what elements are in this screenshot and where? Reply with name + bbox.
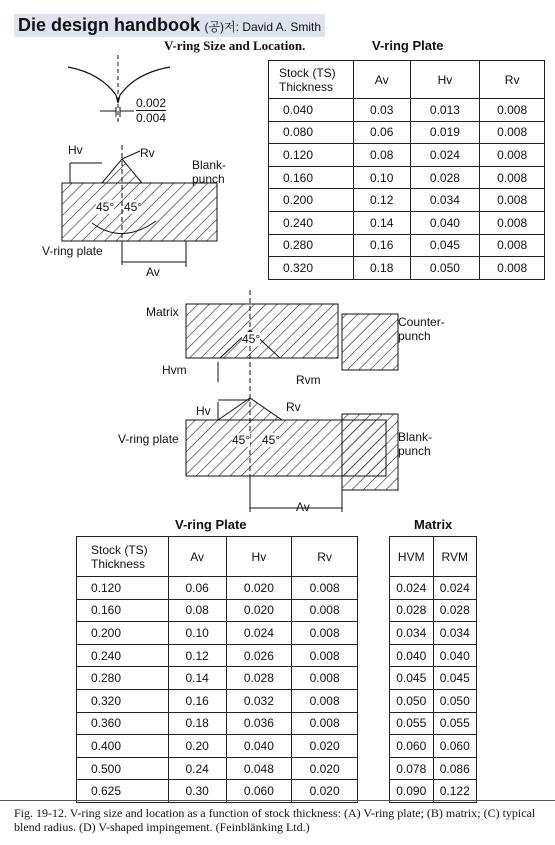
table-row — [77, 577, 358, 600]
table-cell: 0.06 — [353, 121, 410, 144]
figure-caption: Fig. 19-12. V-ring size and location as a function of stock thickness: (A) V-ring plate; (B) matrix; (C) typical blend radius. (D) V-shaped impingement. (Feinblänking Ltd.) — [14, 806, 536, 834]
matrix-label: Matrix — [146, 305, 179, 319]
blank-punch-label-a1: Blank- — [192, 158, 227, 172]
table-row — [77, 712, 358, 735]
table-cell: 0.240 — [77, 644, 169, 667]
table-row — [269, 189, 545, 212]
book-author: (공)저: David A. Smith — [204, 20, 322, 34]
table-cell: 0.122 — [433, 780, 477, 803]
table-cell: 0.008 — [292, 667, 358, 690]
table-cell: 0.160 — [269, 166, 354, 189]
table-cell: 0.008 — [480, 189, 545, 212]
table-cell: 0.10 — [353, 166, 410, 189]
table-cell: 0.14 — [168, 667, 226, 690]
vring-plate-table-bottom — [76, 536, 358, 803]
table-cell: 0.120 — [269, 144, 354, 167]
table-cell: 0.032 — [226, 689, 292, 712]
table-cell: 0.160 — [77, 599, 169, 622]
table-cell: 0.008 — [480, 257, 545, 280]
rv-label-a: Rv — [140, 146, 155, 160]
table-cell: 0.036 — [226, 712, 292, 735]
figure-heading: V-ring Size and Location. — [164, 38, 306, 53]
table-cell: 0.18 — [353, 257, 410, 280]
table-cell: 0.090 — [390, 780, 434, 803]
table-row — [77, 689, 358, 712]
table-cell: 0.500 — [77, 757, 169, 780]
table-cell: 0.020 — [292, 757, 358, 780]
angle-right-a: 45° — [124, 200, 143, 214]
matrix-diagram — [110, 290, 410, 520]
table-cell: 0.008 — [480, 211, 545, 234]
table-row — [390, 667, 477, 690]
table-cell: 0.16 — [168, 689, 226, 712]
table-cell: 0.034 — [433, 622, 477, 645]
table-cell: 0.18 — [168, 712, 226, 735]
table-row — [390, 735, 477, 758]
top-table-title: V-ring Plate — [372, 38, 444, 53]
table-cell: 0.045 — [390, 667, 434, 690]
table-cell: 0.008 — [292, 577, 358, 600]
table-row — [390, 712, 477, 735]
table-cell: 0.03 — [353, 99, 410, 122]
matrix-table — [389, 536, 477, 803]
col-rv: Rv — [480, 61, 545, 99]
hvm-label: Hvm — [162, 363, 187, 377]
table-cell: 0.320 — [77, 689, 169, 712]
table-cell: 0.008 — [292, 644, 358, 667]
table-cell: 0.028 — [410, 166, 480, 189]
angle-left-b: 45° — [232, 433, 251, 447]
table-row — [77, 757, 358, 780]
book-title-banner — [14, 14, 325, 37]
table-cell: 0.013 — [410, 99, 480, 122]
table-cell: 0.019 — [410, 121, 480, 144]
table-cell: 0.024 — [433, 577, 477, 600]
av-label-b: Av — [296, 500, 310, 514]
table-cell: 0.024 — [390, 577, 434, 600]
table-cell: 0.08 — [168, 599, 226, 622]
table-cell: 0.040 — [226, 735, 292, 758]
counterpunch-label-1: Counter- — [398, 315, 445, 329]
table-row — [77, 735, 358, 758]
table-cell: 0.240 — [269, 211, 354, 234]
table-cell: 0.008 — [480, 121, 545, 144]
table-row — [269, 121, 545, 144]
counterpunch-label-2: punch — [398, 329, 431, 343]
table-cell: 0.008 — [480, 234, 545, 257]
table-cell: 0.080 — [269, 121, 354, 144]
col-stock: Stock (TS) Thickness — [269, 61, 354, 99]
table-cell: 0.120 — [77, 577, 169, 600]
table-cell: 0.08 — [353, 144, 410, 167]
table-cell: 0.078 — [390, 757, 434, 780]
table-cell: 0.024 — [226, 622, 292, 645]
col-stock-b: Stock (TS) Thickness — [77, 537, 169, 577]
col-hv-b: Hv — [226, 537, 292, 577]
table-cell: 0.320 — [269, 257, 354, 280]
table-cell: 0.050 — [390, 689, 434, 712]
tolerance-bottom: 0.004 — [136, 111, 167, 125]
matrix-table-title: Matrix — [414, 517, 453, 532]
table-row — [269, 234, 545, 257]
table-cell: 0.12 — [353, 189, 410, 212]
angle-left-a: 45° — [96, 200, 115, 214]
table-row — [390, 622, 477, 645]
blank-punch-label-a2: punch — [192, 172, 225, 186]
rvm-label: Rvm — [296, 373, 321, 387]
table-cell: 0.050 — [410, 257, 480, 280]
table-cell: 0.045 — [433, 667, 477, 690]
table-cell: 0.625 — [77, 780, 169, 803]
table-row — [390, 689, 477, 712]
table-cell: 0.30 — [168, 780, 226, 803]
table-cell: 0.008 — [480, 144, 545, 167]
table-cell: 0.20 — [168, 735, 226, 758]
table-cell: 0.14 — [353, 211, 410, 234]
table-cell: 0.028 — [433, 599, 477, 622]
table-row — [269, 257, 545, 280]
col-hvm: HVM — [390, 537, 434, 577]
book-title: Die design handbook — [18, 15, 201, 35]
table-row — [390, 644, 477, 667]
table-cell: 0.045 — [410, 234, 480, 257]
table-row — [77, 644, 358, 667]
table-cell: 0.360 — [77, 712, 169, 735]
col-av: Av — [353, 61, 410, 99]
tolerance-top: 0.002 — [136, 96, 167, 110]
table-cell: 0.020 — [226, 599, 292, 622]
blank-punch-label-b1: Blank- — [398, 430, 433, 444]
table-cell: 0.050 — [433, 689, 477, 712]
table-cell: 0.020 — [292, 780, 358, 803]
av-label-a: Av — [146, 265, 160, 279]
bottom-table-title: V-ring Plate — [175, 517, 247, 532]
table-row — [77, 622, 358, 645]
table-row — [77, 667, 358, 690]
table-cell: 0.008 — [292, 622, 358, 645]
table-cell: 0.028 — [226, 667, 292, 690]
table-cell: 0.280 — [77, 667, 169, 690]
angle-right-b: 45° — [262, 433, 281, 447]
table-row — [269, 166, 545, 189]
col-rvm: RVM — [433, 537, 477, 577]
table-cell: 0.040 — [269, 99, 354, 122]
table-cell: 0.060 — [433, 735, 477, 758]
table-cell: 0.040 — [410, 211, 480, 234]
table-cell: 0.008 — [480, 166, 545, 189]
table-cell: 0.12 — [168, 644, 226, 667]
vring-plate-label-b: V-ring plate — [118, 432, 179, 446]
table-cell: 0.16 — [353, 234, 410, 257]
col-hv: Hv — [410, 61, 480, 99]
table-cell: 0.10 — [168, 622, 226, 645]
table-cell: 0.200 — [269, 189, 354, 212]
col-rv-b: Rv — [292, 537, 358, 577]
table-cell: 0.028 — [390, 599, 434, 622]
table-row — [390, 577, 477, 600]
table-cell: 0.020 — [226, 577, 292, 600]
hv-label-b: Hv — [196, 404, 211, 418]
table-cell: 0.034 — [390, 622, 434, 645]
table-cell: 0.008 — [480, 99, 545, 122]
table-cell: 0.024 — [410, 144, 480, 167]
hv-label-a: Hv — [68, 143, 83, 157]
table-cell: 0.020 — [292, 735, 358, 758]
table-cell: 0.008 — [292, 712, 358, 735]
caption-divider — [0, 800, 555, 801]
table-cell: 0.040 — [433, 644, 477, 667]
col-av-b: Av — [168, 537, 226, 577]
table-row — [269, 211, 545, 234]
table-row — [269, 99, 545, 122]
table-cell: 0.040 — [390, 644, 434, 667]
table-row — [269, 144, 545, 167]
table-cell: 0.086 — [433, 757, 477, 780]
blank-punch-label-b2: punch — [398, 444, 431, 458]
table-cell: 0.034 — [410, 189, 480, 212]
table-cell: 0.280 — [269, 234, 354, 257]
table-cell: 0.048 — [226, 757, 292, 780]
angle-matrix: 45° — [242, 332, 261, 346]
vring-plate-label-a: V-ring plate — [42, 244, 103, 258]
table-row — [77, 599, 358, 622]
table-cell: 0.200 — [77, 622, 169, 645]
table-cell: 0.060 — [390, 735, 434, 758]
table-cell: 0.026 — [226, 644, 292, 667]
table-row — [390, 599, 477, 622]
table-cell: 0.060 — [226, 780, 292, 803]
table-cell: 0.06 — [168, 577, 226, 600]
table-cell: 0.055 — [390, 712, 434, 735]
table-cell: 0.008 — [292, 689, 358, 712]
rv-label-b: Rv — [286, 400, 301, 414]
table-cell: 0.008 — [292, 599, 358, 622]
vring-plate-table-top — [268, 60, 545, 280]
table-cell: 0.055 — [433, 712, 477, 735]
table-cell: 0.24 — [168, 757, 226, 780]
table-row — [390, 757, 477, 780]
table-cell: 0.400 — [77, 735, 169, 758]
